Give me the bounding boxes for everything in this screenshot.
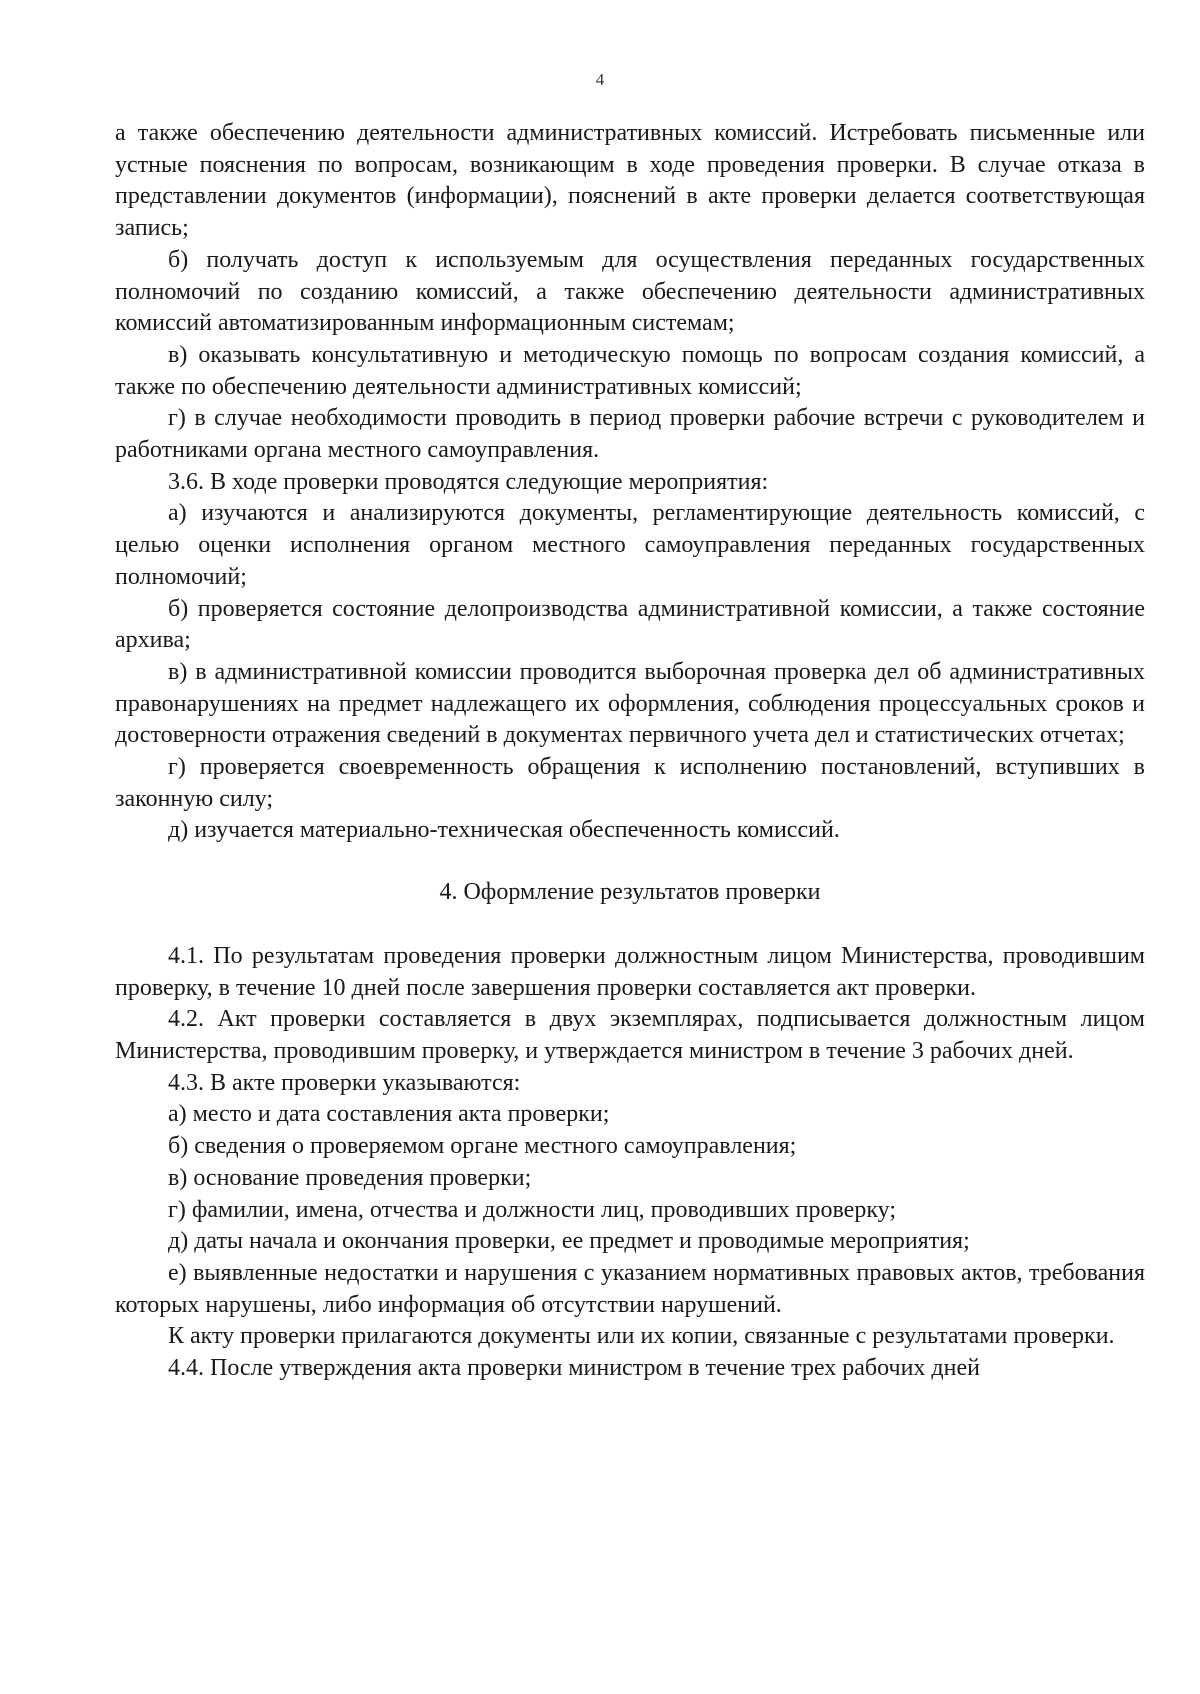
paragraph: г) фамилии, имена, отчества и должности лиц, проводивших проверку; — [168, 1196, 896, 1223]
paragraph: д) изучается материально-техническая обеспеченность комиссий. — [168, 817, 840, 844]
paragraph: г) в случае необходимости проводить в период проверки рабочие встречи с руководителем и работниками органа местного самоуправления. — [115, 405, 1145, 464]
paragraph: в) основание проведения проверки; — [168, 1164, 532, 1191]
paragraph: К акту проверки прилагаются документы или их копии, связанные с результатами проверки. — [168, 1323, 1115, 1350]
paragraph: б) проверяется состояние делопроизводства административной комиссии, а также состояние архива; — [115, 595, 1145, 654]
paragraph: а) место и дата составления акта проверки; — [168, 1101, 610, 1128]
paragraphs-after-heading — [115, 941, 1145, 1385]
paragraph: д) даты начала и окончания проверки, ее предмет и проводимые мероприятия; — [168, 1228, 970, 1255]
paragraph: 3.6. В ходе проверки проводятся следующие мероприятия: — [168, 468, 769, 495]
paragraph: 4.2. Акт проверки составляется в двух экземплярах, подписывается должностным лицом Министерства, проводившим проверку, и утверждается министром в течение 3 рабочих дней. — [115, 1006, 1145, 1064]
paragraph: в) в административной комиссии проводится выборочная проверка дел об административных правонарушениях на предмет надлежащего их оформления, соблюдения процессуальных сроков и достоверности отражения сведений в документах первичного учета дел и статистических отчетах; — [115, 658, 1145, 749]
paragraphs-before-heading — [115, 118, 1145, 847]
paragraph: в) оказывать консультативную и методическую помощь по вопросам создания комиссий, а также по обеспечению деятельности административных комиссий; — [115, 341, 1145, 400]
page-number: 4 — [595, 70, 605, 89]
paragraph: а также обеспечению деятельности административных комиссий. Истребовать письменные или устные пояснения по вопросам, возникающим в ходе проведения проверки. В случае отказа в представлении документов (информации), пояснений в акте проверки делается соответствующая запись; — [115, 120, 1145, 242]
paragraph: 4.4. После утверждения акта проверки министром в течение трех рабочих дней — [168, 1355, 980, 1382]
document-body — [115, 118, 1145, 1385]
section-heading: 4. Оформление результатов проверки — [439, 879, 821, 906]
paragraph: 4.3. В акте проверки указываются: — [168, 1069, 521, 1096]
paragraph: б) получать доступ к используемым для осуществления переданных государственных полномочий по созданию комиссий, а также обеспечению деятельности административных комиссий автоматизированным информационным системам; — [115, 246, 1145, 337]
paragraph: е) выявленные недостатки и нарушения с указанием нормативных правовых актов, требования которых нарушены, либо информация об отсутствии нарушений. — [115, 1259, 1145, 1318]
paragraph: б) сведения о проверяемом органе местного самоуправления; — [168, 1133, 797, 1160]
paragraph: а) изучаются и анализируются документы, регламентирующие деятельность комиссий, с целью оценки исполнения органом местного самоуправления переданных государственных полномочий; — [115, 500, 1145, 590]
paragraph: г) проверяется своевременность обращения к исполнению постановлений, вступивших в законную силу; — [115, 754, 1145, 812]
paragraph: 4.1. По результатам проведения проверки должностным лицом Министерства, проводившим проверку, в течение 10 дней после завершения проверки составляется акт проверки. — [115, 942, 1145, 1001]
